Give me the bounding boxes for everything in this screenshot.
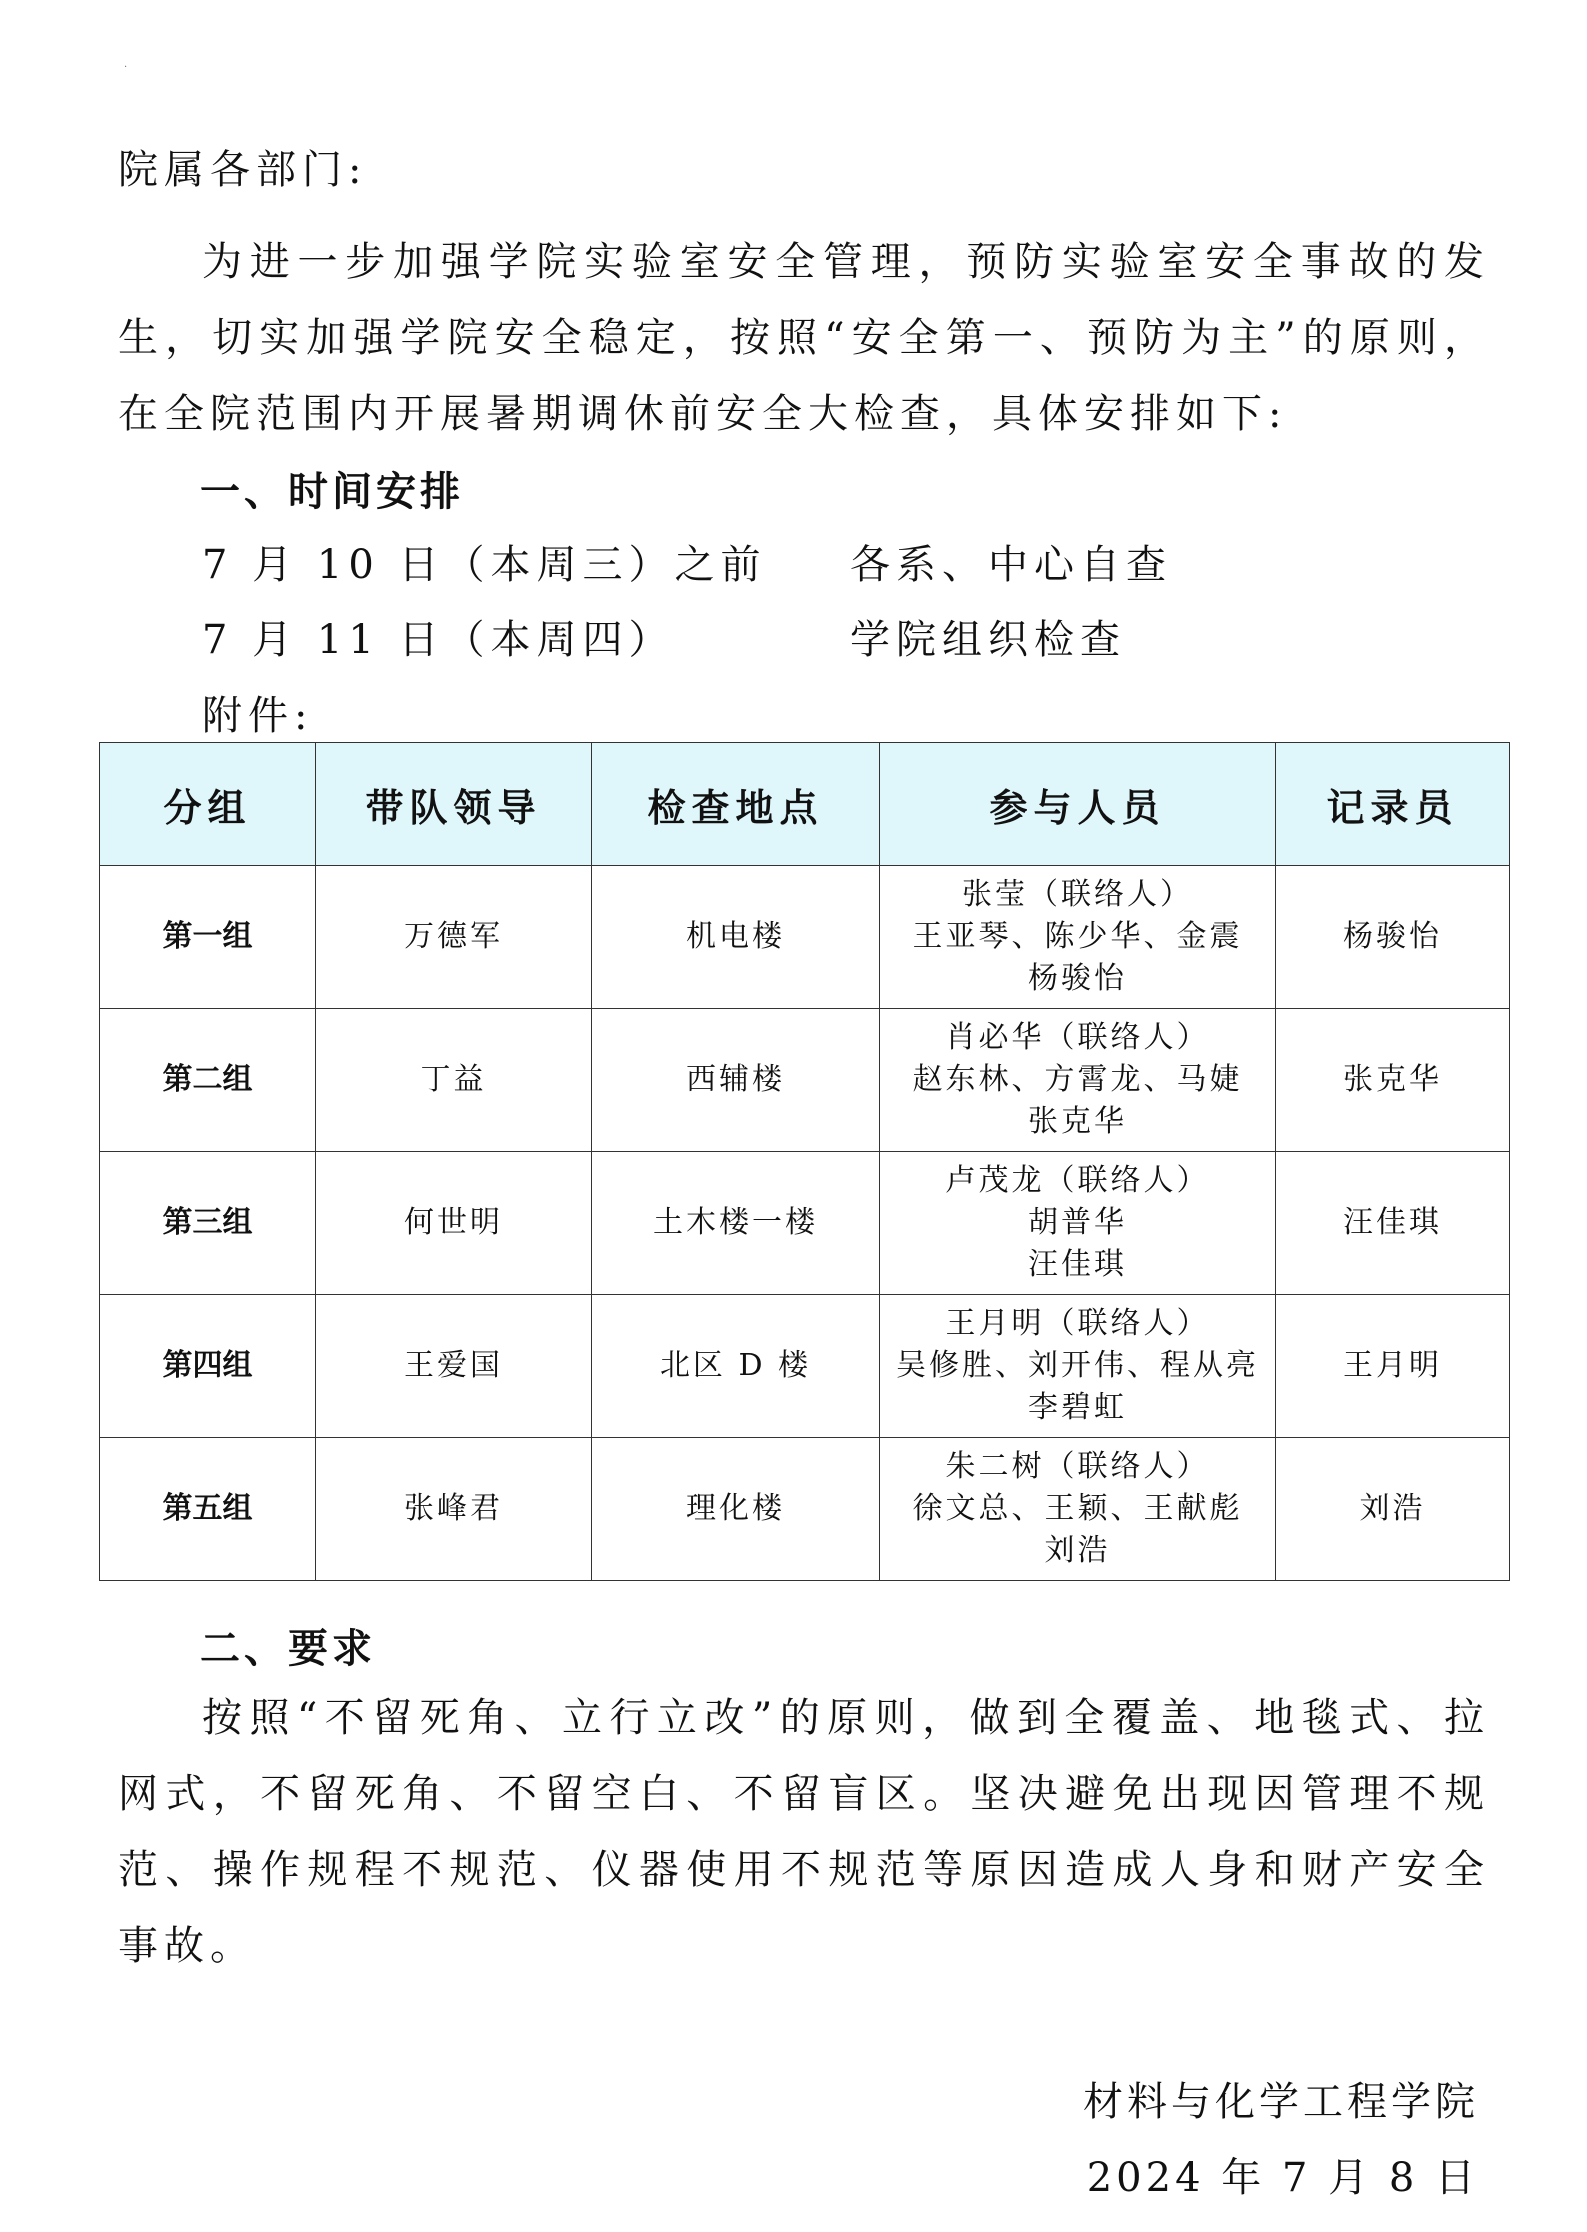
participant-line: 吴修胜、刘开伟、程从亮 — [896, 1348, 1259, 1383]
signature-date: 2024 年 7 月 8 日 — [1086, 2155, 1479, 2201]
schedule-task-1: 各系、中心自查 — [850, 542, 1172, 588]
header-recorder: 记录员 — [1276, 743, 1510, 866]
location-cell: 机电楼 — [592, 866, 880, 1009]
schedule-time-1: 7 月 10 日（本周三）之前 — [202, 542, 767, 588]
participant-line: 徐文总、王颖、王献彪 — [912, 1491, 1243, 1526]
group-cell: 第五组 — [100, 1438, 316, 1581]
location-cell: 土木楼一楼 — [592, 1152, 880, 1295]
participants-cell — [880, 866, 1276, 1009]
recorder-cell: 刘浩 — [1276, 1438, 1510, 1581]
leader-cell: 万德军 — [316, 866, 592, 1009]
leader-cell: 王爱国 — [316, 1295, 592, 1438]
intro-paragraph: 为进一步加强学院实验室安全管理，预防实验室安全事故的发生，切实加强学院安全稳定，按照“安全第一、预防为主”的原则，在全院范围内开展暑期调休前安全大检查，具体安排如下: — [118, 239, 1490, 437]
group-cell: 第一组 — [100, 866, 316, 1009]
table-row — [100, 1438, 1510, 1581]
header-participants: 参与人员 — [880, 743, 1276, 866]
section1-title: 一、时间安排 — [200, 469, 464, 515]
table-row — [100, 1295, 1510, 1438]
participant-line: 卢茂龙（联络人） — [945, 1163, 1210, 1198]
header-location: 检查地点 — [592, 743, 880, 866]
table-row — [100, 1152, 1510, 1295]
recorder-cell: 汪佳琪 — [1276, 1152, 1510, 1295]
table-row — [100, 866, 1510, 1009]
corner-mark: · — [124, 62, 128, 73]
participant-line: 汪佳琪 — [1028, 1247, 1127, 1282]
participant-line: 王月明（联络人） — [945, 1306, 1210, 1341]
recorder-cell: 王月明 — [1276, 1295, 1510, 1438]
participant-line: 李碧虹 — [1028, 1390, 1127, 1425]
salutation: 院属各部门: — [118, 147, 368, 193]
recorder-cell: 张克华 — [1276, 1009, 1510, 1152]
participants-cell — [880, 1152, 1276, 1295]
group-cell: 第二组 — [100, 1009, 316, 1152]
inspection-table — [99, 742, 1510, 1581]
leader-cell: 何世明 — [316, 1152, 592, 1295]
table-header-row — [100, 743, 1510, 866]
schedule-task-2: 学院组织检查 — [850, 617, 1126, 663]
schedule-time-2: 7 月 11 日（本周四） — [202, 617, 675, 663]
leader-cell: 张峰君 — [316, 1438, 592, 1581]
header-group: 分组 — [100, 743, 316, 866]
location-cell: 西辅楼 — [592, 1009, 880, 1152]
location-cell: 北区 D 楼 — [592, 1295, 880, 1438]
participant-line: 刘浩 — [1044, 1533, 1111, 1568]
participants-cell — [880, 1295, 1276, 1438]
location-cell: 理化楼 — [592, 1438, 880, 1581]
participant-line: 王亚琴、陈少华、金震 — [912, 919, 1243, 954]
participants-cell — [880, 1009, 1276, 1152]
group-cell: 第四组 — [100, 1295, 316, 1438]
group-cell: 第三组 — [100, 1152, 316, 1295]
requirements-paragraph: 按照“不留死角、立行立改”的原则，做到全覆盖、地毯式、拉网式，不留死角、不留空白、不留盲区。坚决避免出现因管理不规范、操作规程不规范、仪器使用不规范等原因造成人身和财产安全事故。 — [118, 1695, 1490, 1969]
participant-line: 朱二树（联络人） — [945, 1449, 1210, 1484]
participant-line: 胡普华 — [1028, 1205, 1127, 1240]
participant-line: 杨骏怡 — [1028, 961, 1127, 996]
participant-line: 赵东林、方霄龙、马婕 — [912, 1062, 1243, 1097]
participant-line: 肖必华（联络人） — [945, 1020, 1210, 1055]
recorder-cell: 杨骏怡 — [1276, 866, 1510, 1009]
participants-cell — [880, 1438, 1276, 1581]
section2-title: 二、要求 — [200, 1626, 376, 1672]
participant-line: 张克华 — [1028, 1104, 1127, 1139]
attachment-label: 附件: — [202, 693, 314, 739]
header-leader: 带队领导 — [316, 743, 592, 866]
signature-org: 材料与化学工程学院 — [1083, 2079, 1479, 2125]
table-row — [100, 1009, 1510, 1152]
leader-cell: 丁益 — [316, 1009, 592, 1152]
participant-line: 张莹（联络人） — [962, 877, 1193, 912]
